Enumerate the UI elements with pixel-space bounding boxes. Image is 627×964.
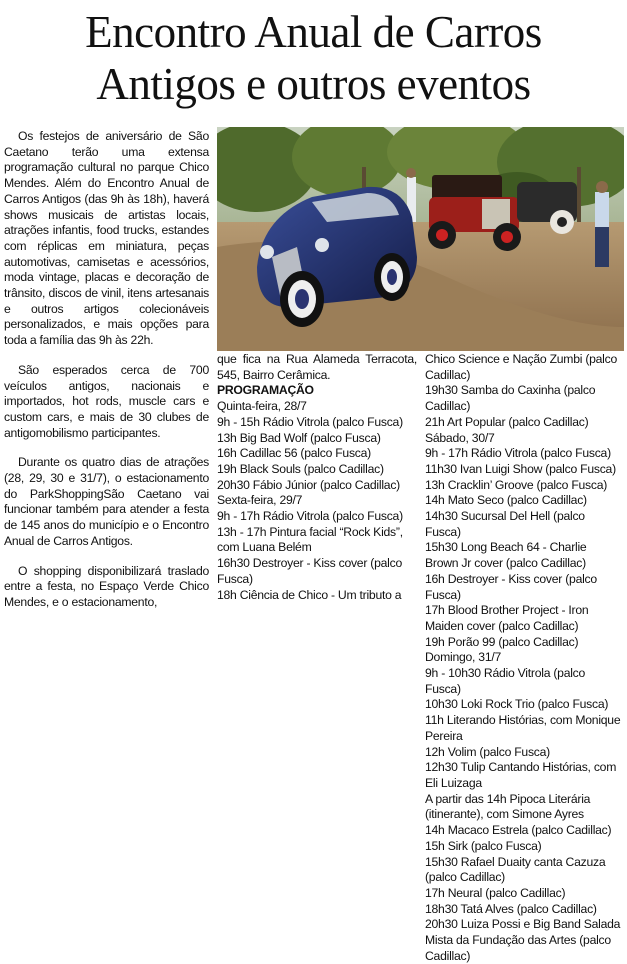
- schedule-entry: 18h Ciência de Chico - Um tributo a: [217, 587, 402, 602]
- schedule-entry: 17h Neural (palco Cadillac): [425, 885, 566, 900]
- schedule-entry: 16h Destroyer - Kiss cover (palco Fusca): [425, 571, 597, 602]
- article-column-3: [425, 352, 621, 964]
- schedule-entry: 15h30 Rafael Duaity canta Cazuza (palco Cadillac): [425, 854, 606, 885]
- schedule-entry: Domingo, 31/7: [425, 650, 502, 665]
- article-paragraph-1: Os festejos de aniversário de São Caetano terão uma extensa programação cultural no parque Chico Mendes. Além do Encontro Anual de Carros Antigos (das 9h às 18h), haverá shows musicais de artistas locais, atrações infantis, food trucks, estandes com réplicas em miniatura, peças automotivas, camisetas e acessórios, moda vintage, placas e decoração de trânsito, discos de vinil, itens artesanais e outros artigos colecionáveis personalizados, e mais opções para toda a família das 9h às 22h.: [4, 129, 209, 348]
- schedule-entry: Chico Science e Nação Zumbi (palco Cadillac): [425, 352, 618, 382]
- schedule-entry: 9h - 17h Rádio Vitrola (palco Fusca): [217, 509, 403, 524]
- schedule-entry: 9h - 17h Rádio Vitrola (palco Fusca): [425, 446, 611, 461]
- schedule-entry: 16h30 Destroyer - Kiss cover (palco Fusca): [217, 556, 402, 586]
- article-column-2: [217, 352, 417, 603]
- schedule-entry: 12h30 Tulip Cantando Histórias, com Eli Luizaga: [425, 760, 617, 790]
- schedule-entry: 15h Sirk (palco Fusca): [425, 838, 542, 853]
- schedule-entry: 19h Porão 99 (palco Cadillac): [425, 634, 579, 649]
- headline-line-1: Encontro Anual de Carros: [85, 7, 542, 57]
- schedule-entry: 14h Macaco Estrela (palco Cadillac): [425, 823, 612, 838]
- schedule-entry: 9h - 10h30 Rádio Vitrola (palco Fusca): [425, 666, 586, 696]
- schedule-entry: 15h30 Long Beach 64 - Charlie Brown Jr cover (palco Cadillac): [425, 540, 587, 571]
- schedule-entry: 16h Cadillac 56 (palco Fusca): [217, 446, 371, 461]
- article-paragraph-2: São esperados cerca de 700 veículos antigos, nacionais e importados, hot rods, muscle cars e custom cars, e mais de 30 clubes de antigomobilismo participantes.: [4, 362, 209, 440]
- schedule-list-col3: [425, 352, 621, 964]
- schedule-entry: Quinta-feira, 28/7: [217, 399, 307, 414]
- article-paragraph-4: O shopping disponibilizará traslado entre a festa, no Espaço Verde Chico Mendes, e o estacionamento,: [4, 563, 209, 609]
- schedule-entry: 11h Literando Histórias, com Monique Pereira: [425, 713, 621, 743]
- schedule-entry: 20h30 Fábio Júnior (palco Cadillac): [217, 477, 400, 492]
- schedule-entry: Sexta-feira, 29/7: [217, 493, 303, 508]
- schedule-entry: 13h Big Bad Wolf (palco Fusca): [217, 430, 381, 445]
- schedule-entry: 20h30 Luiza Possi e Big Band Salada Mista da Fundação das Artes (palco Cadillac): [425, 917, 621, 963]
- article-paragraph-3: Durante os quatro dias de atrações (28, 29, 30 e 31/7), o estacionamento do ParkShoppingSão Caetano vai funcionar também para atender a festa de 145 anos do município e o Encontro Anual de Carros Antigos.: [4, 455, 209, 548]
- schedule-entry: 14h Mato Seco (palco Cadillac): [425, 493, 587, 508]
- schedule-heading: PROGRAMAÇÃO: [217, 383, 314, 398]
- schedule-entry: 19h Black Souls (palco Cadillac): [217, 461, 384, 476]
- schedule-entry: 19h30 Samba do Caxinha (palco Cadillac): [425, 383, 596, 414]
- article-paragraph-4-continued: que fica na Rua Alameda Terracota, 545, Bairro Cerâmica.: [217, 352, 417, 382]
- schedule-entry: 9h - 15h Rádio Vitrola (palco Fusca): [217, 414, 403, 429]
- article-column-1: [4, 129, 209, 611]
- schedule-entry: 13h - 17h Pintura facial “Rock Kids”, com Luana Belém: [217, 524, 403, 555]
- headline: [0, 6, 627, 110]
- vintage-cars-photo: [217, 127, 624, 351]
- schedule-list-col2: [217, 399, 417, 603]
- schedule-entry: 14h30 Sucursal Del Hell (palco Fusca): [425, 509, 585, 539]
- headline-line-2: Antigos e outros eventos: [96, 59, 531, 109]
- schedule-entry: 13h Cracklin’ Groove (palco Fusca): [425, 477, 608, 492]
- schedule-entry: 18h30 Tatá Alves (palco Cadillac): [425, 901, 597, 916]
- schedule-entry: 12h Volim (palco Fusca): [425, 744, 550, 759]
- schedule-entry: A partir das 14h Pipoca Literária (itinerante), com Simone Ayres: [425, 791, 591, 822]
- schedule-entry: Sábado, 30/7: [425, 430, 495, 445]
- schedule-entry: 11h30 Ivan Luigi Show (palco Fusca): [425, 461, 616, 476]
- schedule-entry: 21h Art Popular (palco Cadillac): [425, 414, 589, 429]
- schedule-entry: 17h Blood Brother Project - Iron Maiden cover (palco Cadillac): [425, 603, 589, 633]
- schedule-entry: 10h30 Loki Rock Trio (palco Fusca): [425, 697, 609, 712]
